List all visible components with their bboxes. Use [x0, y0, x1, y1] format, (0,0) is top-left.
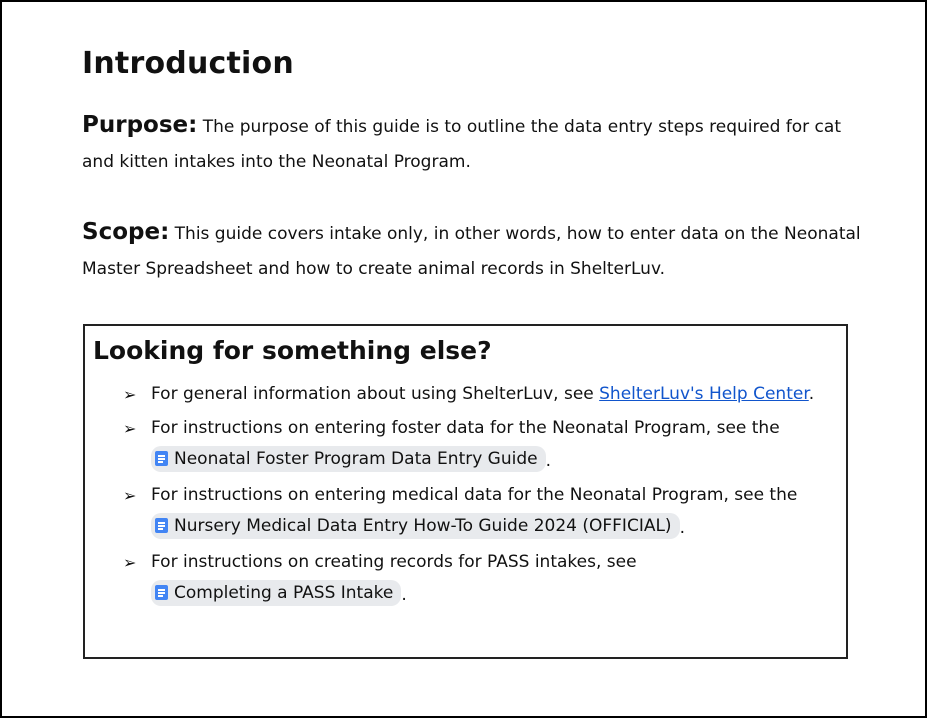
- list-item-suffix: .: [679, 518, 685, 538]
- purpose-paragraph: [82, 108, 862, 180]
- nursery-medical-guide-doc-chip[interactable]: [151, 513, 680, 539]
- list-item-text: For instructions on entering medical data for the Neonatal Program, see the: [151, 484, 798, 505]
- purpose-label: Purpose:: [82, 112, 198, 138]
- callout-box: [83, 324, 848, 659]
- list-item-suffix: .: [808, 384, 815, 404]
- google-doc-icon: [155, 451, 168, 466]
- list-item: [85, 546, 846, 613]
- list-item-suffix: .: [401, 585, 407, 605]
- scope-label: Scope:: [82, 219, 170, 245]
- scope-paragraph: [82, 215, 862, 287]
- list-item-text: For instructions on entering foster data for the Neonatal Program, see the: [151, 417, 780, 438]
- list-item: [85, 479, 846, 546]
- page-title: Introduction: [82, 46, 294, 81]
- arrow-bullet-icon: ➢: [123, 385, 137, 404]
- scope-text: This guide covers intake only, in other words, how to enter data on the Neonatal Master Spreadsheet and how to create animal records in ShelterLuv.: [82, 224, 861, 279]
- callout-title: Looking for something else?: [93, 336, 492, 365]
- arrow-bullet-icon: ➢: [123, 418, 137, 438]
- doc-chip-label: Neonatal Foster Program Data Entry Guide: [174, 448, 538, 469]
- arrow-bullet-icon: ➢: [123, 552, 137, 572]
- doc-chip-label: Completing a PASS Intake: [174, 582, 394, 603]
- list-item-suffix: .: [545, 451, 552, 471]
- foster-guide-doc-chip[interactable]: [151, 446, 546, 472]
- list-item-text: For general information about using ShelterLuv, see: [151, 384, 600, 404]
- shelterluv-help-center-link[interactable]: ShelterLuv's Help Center: [599, 384, 809, 404]
- pass-intake-doc-chip[interactable]: [151, 580, 401, 606]
- arrow-bullet-icon: ➢: [123, 485, 137, 505]
- google-doc-icon: [155, 518, 168, 533]
- list-item: [85, 412, 846, 479]
- list-item: [85, 378, 846, 412]
- google-doc-icon: [155, 585, 168, 600]
- resource-list: [85, 378, 846, 613]
- list-item-text: For instructions on creating records for PASS intakes, see: [151, 551, 637, 572]
- doc-chip-label: Nursery Medical Data Entry How-To Guide 2024 (OFFICIAL): [174, 515, 672, 536]
- purpose-text: The purpose of this guide is to outline the data entry steps required for cat and kitten intakes into the Neonatal Program.: [82, 117, 841, 172]
